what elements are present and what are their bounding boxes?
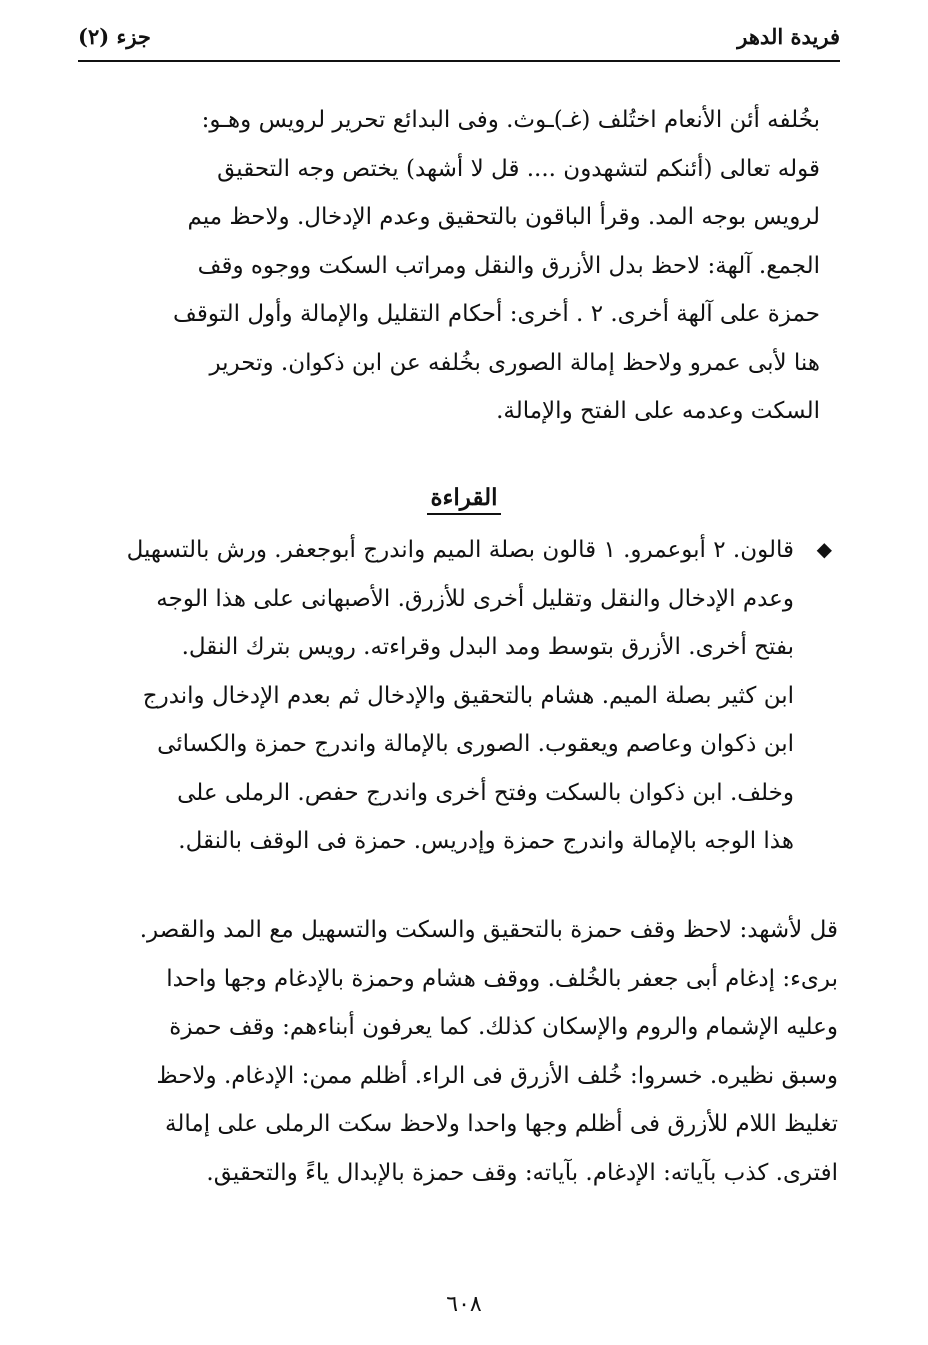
- text-line: الجمع. آلهة: لاحظ بدل الأزرق والنقل ومراتب السكت ووجوه وقف: [197, 252, 820, 279]
- book-title: فريدة الدهر: [737, 24, 840, 49]
- text-line: وعليه الإشمام والروم والإسكان كذلك. كما يعرفون أبناءهم: وقف حمزة: [169, 1014, 838, 1040]
- section-heading: [0, 484, 928, 515]
- text-line: بخُلفه أئن الأنعام اختُلف (غـ)ـوث. وفى البدائع تحرير لرويس وهـو:: [201, 107, 820, 133]
- part-label: جزء (٢): [78, 24, 151, 49]
- text-line: قالون. ٢ أبوعمرو. ١ قالون بصلة الميم واندرج أبوجعفر. ورش بالتسهيل: [126, 537, 794, 563]
- text-line: لرويس بوجه المد. وقرأ الباقون بالتحقيق وعدم الإدخال. ولاحظ ميم: [187, 204, 820, 230]
- text-line: بفتح أخرى. الأزرق بتوسط ومد البدل وقراءته. رويس بترك النقل.: [181, 634, 794, 660]
- page-number: ٦٠٨: [446, 1292, 482, 1317]
- text-line: افترى. كذب بآياته: الإدغام. بآياته: وقف حمزة بالإبدال ياءً والتحقيق.: [206, 1159, 838, 1186]
- running-header: [78, 18, 840, 60]
- text-line: ابن ذكوان وعاصم ويعقوب. الصورى بالإمالة واندرج حمزة والكسائى: [157, 731, 794, 757]
- notes-paragraph: [78, 906, 838, 1197]
- text-line: هنا لأبى عمرو ولاحظ إمالة الصورى بخُلفه عن ابن ذكوان. وتحرير: [209, 349, 820, 376]
- header-divider: [78, 60, 840, 62]
- intro-paragraph: [80, 96, 820, 436]
- text-line: وسبق نظيره. خسروا: خُلف الأزرق فى الراء. أظلم ممن: الإدغام. ولاحظ: [156, 1062, 838, 1089]
- text-line: تغليظ اللام للأزرق فى أظلم وجها واحدا ولاحظ سكت الرملى على إمالة: [165, 1111, 838, 1137]
- text-line: حمزة على آلهة أخرى. ٢ . أخرى: أحكام التقليل والإمالة وأول التوقف: [173, 301, 820, 327]
- diamond-bullet-icon: ◆: [816, 537, 832, 561]
- text-line: برىء: إدغام أبى جعفر بالخُلف. ووقف هشام وحمزة بالإدغام وجها واحدا: [166, 965, 838, 992]
- readings-paragraph: [74, 526, 794, 866]
- text-line: قوله تعالى (أئنكم لتشهدون .... قل لا أشهد) يختص وجه التحقيق: [217, 155, 820, 182]
- text-line: وخلف. ابن ذكوان بالسكت وفتح أخرى واندرج حفص. الرملى على: [177, 779, 794, 806]
- text-line: السكت وعدمه على الفتح والإمالة.: [496, 398, 820, 424]
- text-line: ابن كثير بصلة الميم. هشام بالتحقيق والإدخال ثم بعدم الإدخال واندرج: [142, 682, 794, 709]
- text-line: قل لأشهد: لاحظ وقف حمزة بالتحقيق والسكت والتسهيل مع المد والقصر.: [139, 917, 838, 943]
- text-line: وعدم الإدخال والنقل وتقليل أخرى للأزرق. الأصبهانى على هذا الوجه: [156, 585, 794, 612]
- section-heading-text: القراءة: [427, 484, 502, 515]
- text-line: هذا الوجه بالإمالة واندرج حمزة وإدريس. حمزة فى الوقف بالنقل.: [178, 828, 794, 854]
